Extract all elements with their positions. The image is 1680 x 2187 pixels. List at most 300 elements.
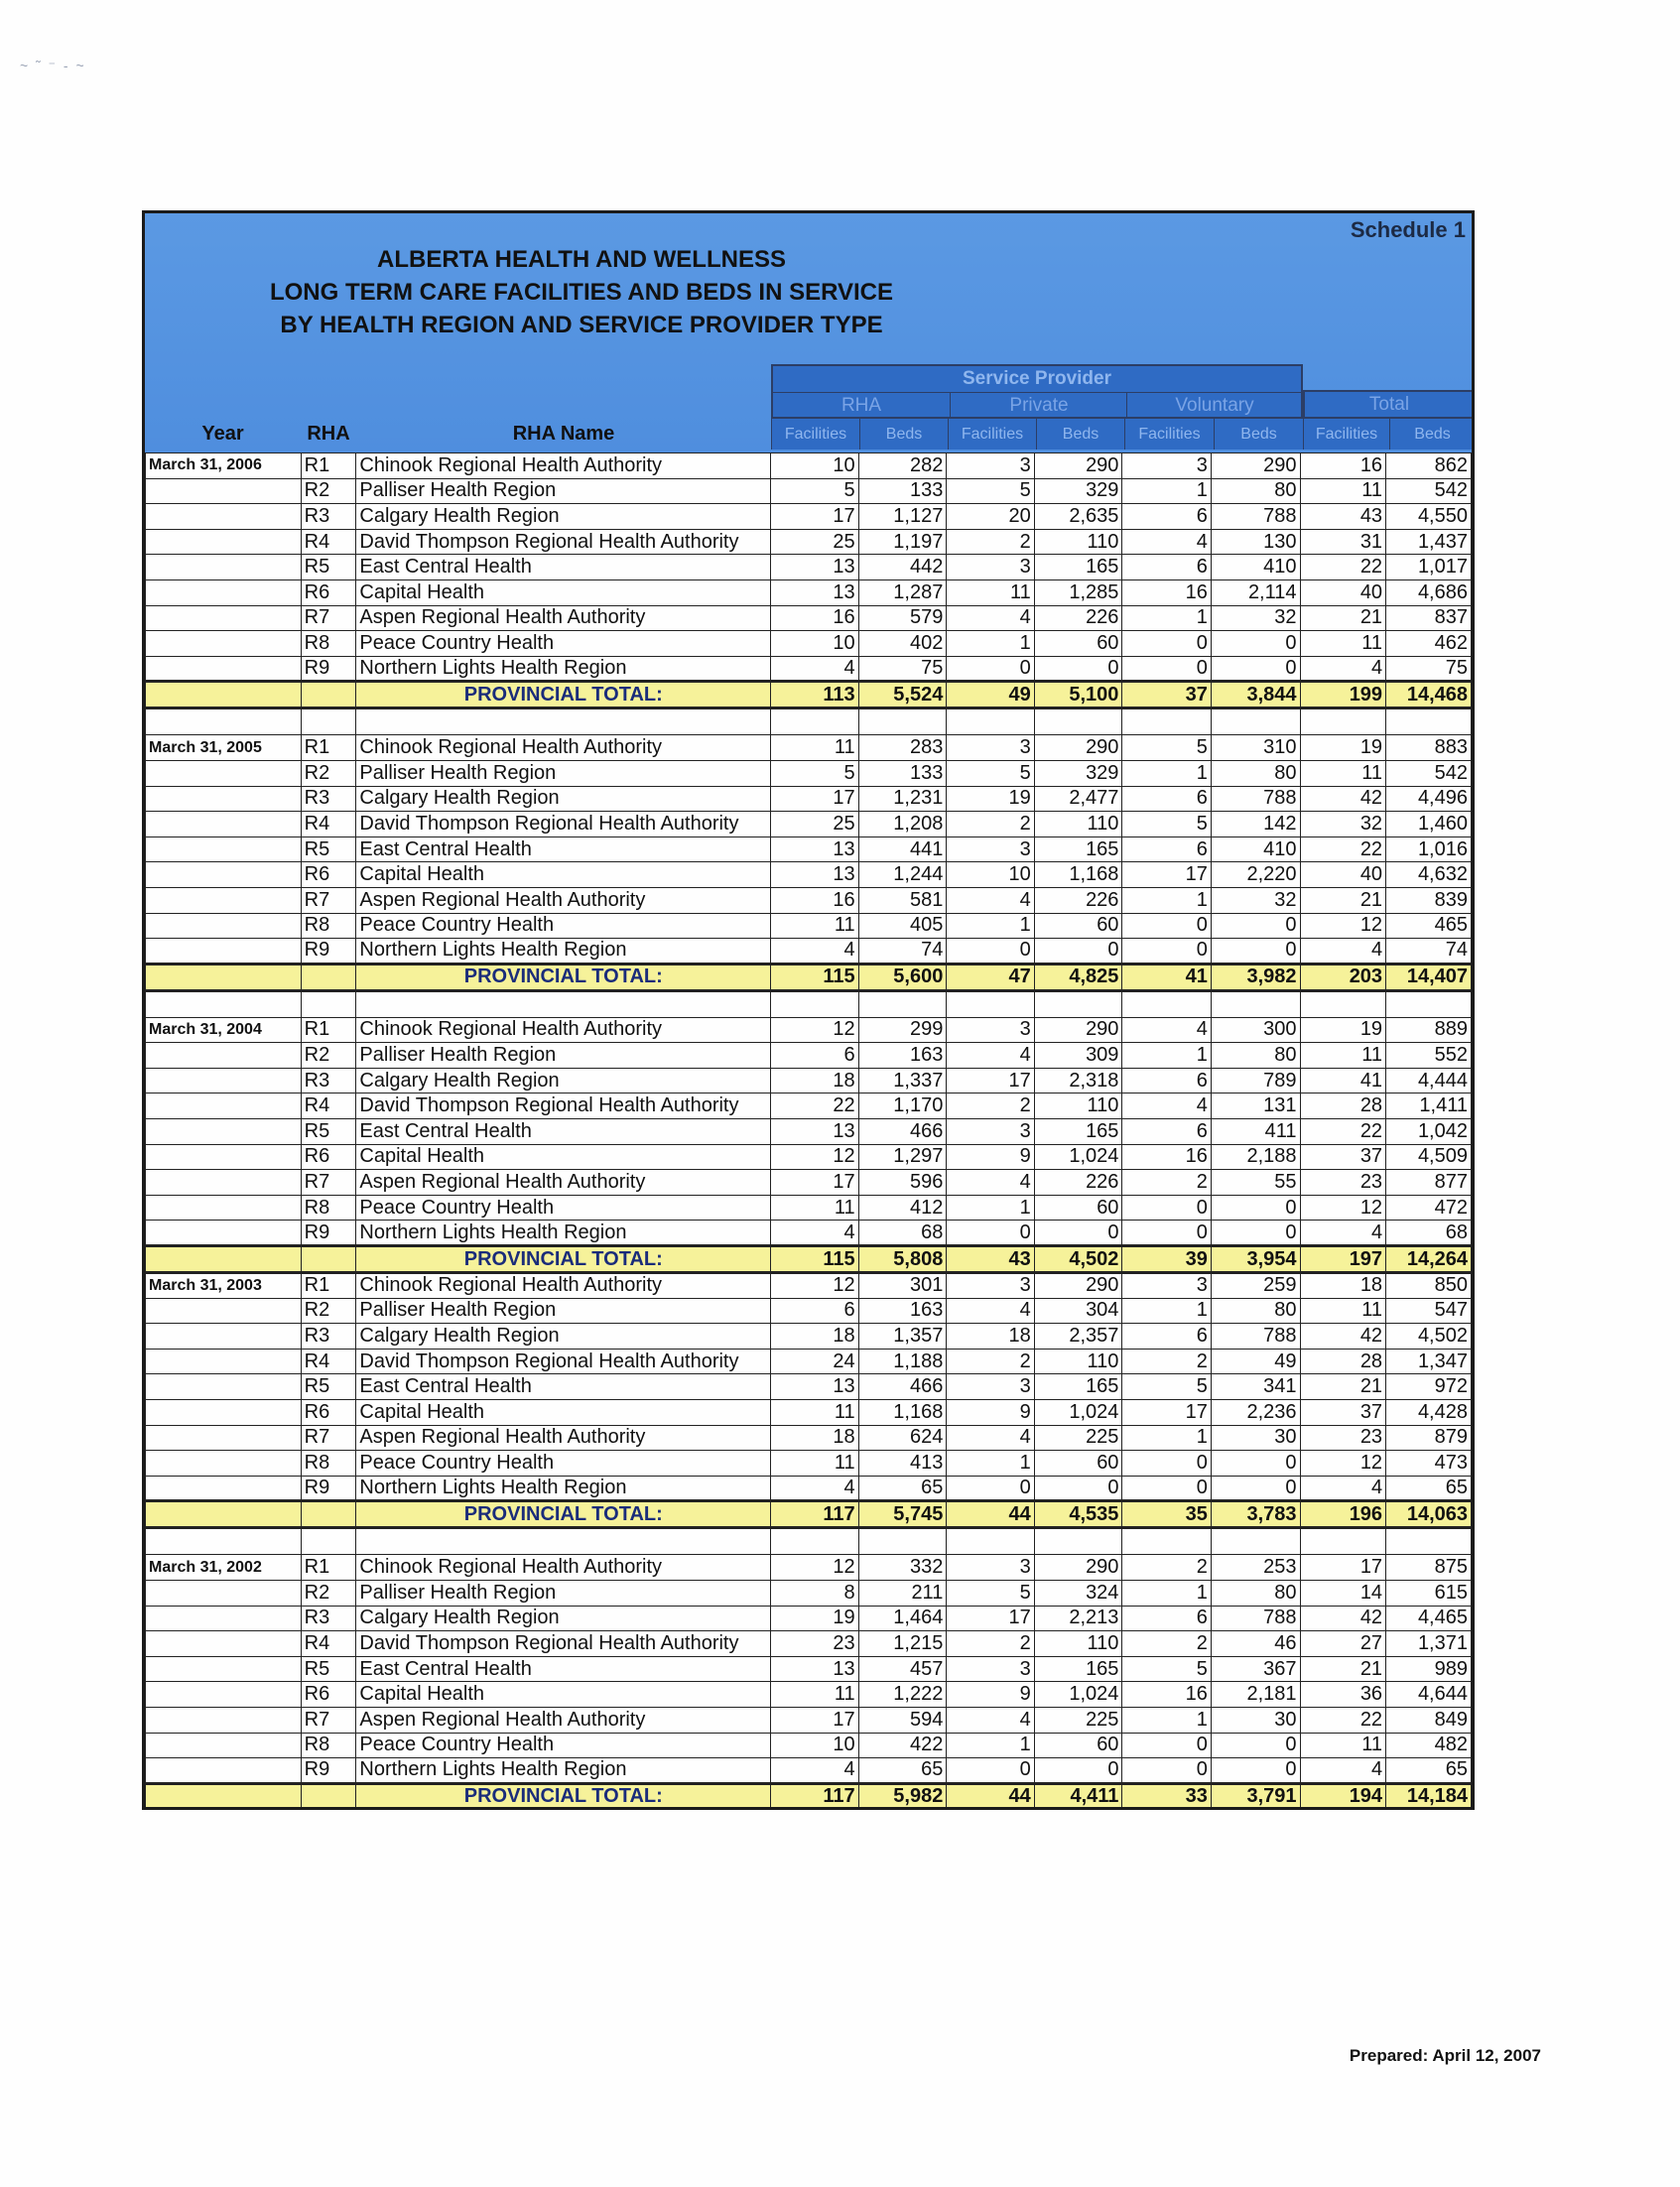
rha-code-cell: R2 — [301, 1298, 356, 1324]
rha-code-cell: R9 — [301, 1221, 356, 1246]
rha-name-cell: Capital Health — [356, 1682, 771, 1708]
value-cell: 442 — [858, 555, 947, 580]
value-cell: 42 — [1300, 1606, 1386, 1631]
value-cell: 225 — [1034, 1425, 1122, 1451]
year-cell — [146, 1170, 302, 1196]
value-cell: 13 — [771, 579, 859, 605]
total-value-cell: 35 — [1122, 1501, 1211, 1528]
table-row — [146, 1221, 1472, 1246]
value-cell: 60 — [1034, 1195, 1122, 1221]
value-cell: 1 — [1122, 887, 1211, 913]
value-cell: 3 — [1122, 453, 1211, 479]
year-cell — [146, 939, 302, 965]
value-cell: 55 — [1211, 1170, 1300, 1196]
table-row — [146, 1298, 1472, 1324]
value-cell: 1,287 — [858, 579, 947, 605]
provincial-total-label: PROVINCIAL TOTAL: — [356, 1501, 771, 1528]
value-cell: 6 — [771, 1298, 859, 1324]
value-cell: 309 — [1034, 1043, 1122, 1069]
rha-name-cell: Northern Lights Health Region — [356, 1221, 771, 1246]
total-value-cell: 199 — [1300, 682, 1386, 708]
value-cell: 1,244 — [858, 862, 947, 888]
service-provider-header — [771, 364, 1303, 419]
empty-cell — [1386, 708, 1472, 735]
value-cell: 301 — [858, 1273, 947, 1299]
value-cell: 4 — [1122, 1017, 1211, 1043]
value-cell: 889 — [1386, 1017, 1472, 1043]
empty-cell — [301, 990, 356, 1017]
value-cell: 0 — [947, 1221, 1034, 1246]
table-row — [146, 1017, 1472, 1043]
total-value-cell: 37 — [1122, 682, 1211, 708]
table-row — [146, 631, 1472, 657]
rha-code-cell: R3 — [301, 1068, 356, 1094]
total-year-cell — [146, 682, 302, 708]
rha-name-cell: Chinook Regional Health Authority — [356, 1017, 771, 1043]
schedule-label: Schedule 1 — [1350, 217, 1466, 242]
table-row — [146, 1068, 1472, 1094]
rha-name-cell: Calgary Health Region — [356, 1324, 771, 1350]
value-cell: 9 — [947, 1682, 1034, 1708]
value-cell: 27 — [1300, 1631, 1386, 1657]
rha-code-cell: R7 — [301, 1170, 356, 1196]
value-cell: 283 — [858, 735, 947, 761]
table-row — [146, 1733, 1472, 1758]
empty-cell — [1034, 708, 1122, 735]
table-row — [146, 529, 1472, 555]
empty-cell — [1386, 990, 1472, 1017]
table-row — [146, 786, 1472, 812]
value-cell: 46 — [1211, 1631, 1300, 1657]
value-cell: 6 — [1122, 555, 1211, 580]
value-cell: 1,170 — [858, 1094, 947, 1119]
value-cell: 482 — [1386, 1733, 1472, 1758]
value-cell: 68 — [858, 1221, 947, 1246]
table-row — [146, 1349, 1472, 1374]
value-cell: 466 — [858, 1374, 947, 1400]
total-value-cell: 5,982 — [858, 1783, 947, 1810]
value-cell: 332 — [858, 1555, 947, 1581]
value-cell: 25 — [771, 529, 859, 555]
value-cell: 0 — [1211, 1733, 1300, 1758]
table-row — [146, 453, 1472, 479]
year-cell — [146, 555, 302, 580]
col-rha-header: RHA — [307, 423, 350, 445]
total-value-cell: 14,468 — [1386, 682, 1472, 708]
value-cell: 17 — [947, 1606, 1034, 1631]
rha-code-cell: R5 — [301, 1656, 356, 1682]
rha-name-cell: Aspen Regional Health Authority — [356, 605, 771, 631]
value-cell: 329 — [1034, 760, 1122, 786]
value-cell: 0 — [947, 1758, 1034, 1784]
table-row — [146, 504, 1472, 530]
value-cell: 12 — [1300, 913, 1386, 939]
value-cell: 11 — [771, 1195, 859, 1221]
total-value-cell: 14,264 — [1386, 1246, 1472, 1273]
value-cell: 402 — [858, 631, 947, 657]
table-row — [146, 1324, 1472, 1350]
total-year-cell — [146, 964, 302, 990]
empty-cell — [146, 708, 302, 735]
value-cell: 30 — [1211, 1425, 1300, 1451]
value-cell: 16 — [771, 605, 859, 631]
year-cell — [146, 1656, 302, 1682]
year-cell — [146, 1451, 302, 1477]
provincial-total-row — [146, 1246, 1472, 1273]
value-cell: 32 — [1211, 887, 1300, 913]
rha-name-cell: Peace Country Health — [356, 1733, 771, 1758]
value-cell: 3 — [947, 1555, 1034, 1581]
value-cell: 788 — [1211, 504, 1300, 530]
value-cell: 1,024 — [1034, 1682, 1122, 1708]
value-cell: 36 — [1300, 1682, 1386, 1708]
rha-code-cell: R8 — [301, 1195, 356, 1221]
value-cell: 849 — [1386, 1707, 1472, 1733]
value-cell: 4,644 — [1386, 1682, 1472, 1708]
value-cell: 1 — [947, 1451, 1034, 1477]
value-cell: 875 — [1386, 1555, 1472, 1581]
value-cell: 12 — [1300, 1195, 1386, 1221]
empty-cell — [1122, 1528, 1211, 1555]
year-cell — [146, 913, 302, 939]
value-cell: 11 — [771, 913, 859, 939]
rha-name-cell: Aspen Regional Health Authority — [356, 887, 771, 913]
value-cell: 789 — [1211, 1068, 1300, 1094]
rha-code-cell: R1 — [301, 453, 356, 479]
year-cell — [146, 1298, 302, 1324]
value-cell: 19 — [1300, 735, 1386, 761]
value-cell: 4,686 — [1386, 579, 1472, 605]
rha-name-cell: Palliser Health Region — [356, 1580, 771, 1606]
value-cell: 17 — [771, 504, 859, 530]
provincial-total-row — [146, 682, 1472, 708]
scan-artifact: ~ ˜ ⁻ ‐ ~ — [20, 58, 86, 73]
value-cell: 3 — [947, 836, 1034, 862]
value-cell: 30 — [1211, 1707, 1300, 1733]
year-cell: March 31, 2004 — [146, 1017, 302, 1043]
value-cell: 1 — [1122, 1425, 1211, 1451]
empty-cell — [1211, 708, 1300, 735]
value-cell: 4 — [947, 1425, 1034, 1451]
empty-cell — [1300, 990, 1386, 1017]
col-total-facilities: Facilities — [1303, 419, 1389, 450]
value-cell: 16 — [771, 887, 859, 913]
value-cell: 4 — [947, 605, 1034, 631]
total-value-cell: 3,844 — [1211, 682, 1300, 708]
year-cell — [146, 1758, 302, 1784]
value-cell: 0 — [1211, 1195, 1300, 1221]
value-cell: 1,347 — [1386, 1349, 1472, 1374]
empty-cell — [356, 1528, 771, 1555]
value-cell: 74 — [1386, 939, 1472, 965]
value-cell: 1 — [947, 1195, 1034, 1221]
rha-name-cell: Capital Health — [356, 1144, 771, 1170]
year-cell — [146, 1324, 302, 1350]
rha-code-cell: R5 — [301, 1374, 356, 1400]
value-cell: 542 — [1386, 478, 1472, 504]
year-cell — [146, 1606, 302, 1631]
value-cell: 25 — [771, 812, 859, 837]
empty-cell — [301, 1528, 356, 1555]
value-cell: 1,222 — [858, 1682, 947, 1708]
value-cell: 18 — [771, 1324, 859, 1350]
rha-name-cell: David Thompson Regional Health Authority — [356, 529, 771, 555]
total-value-cell: 197 — [1300, 1246, 1386, 1273]
value-cell: 3 — [947, 735, 1034, 761]
value-cell: 410 — [1211, 836, 1300, 862]
value-cell: 133 — [858, 478, 947, 504]
rha-code-cell: R5 — [301, 1119, 356, 1145]
year-cell — [146, 529, 302, 555]
value-cell: 163 — [858, 1298, 947, 1324]
value-cell: 1,024 — [1034, 1400, 1122, 1426]
col-year-header: Year — [201, 423, 244, 445]
total-value-cell: 5,600 — [858, 964, 947, 990]
value-cell: 80 — [1211, 1043, 1300, 1069]
value-cell: 2,477 — [1034, 786, 1122, 812]
value-cell: 290 — [1034, 1273, 1122, 1299]
value-cell: 65 — [1386, 1758, 1472, 1784]
value-cell: 0 — [1034, 1476, 1122, 1501]
value-cell: 165 — [1034, 555, 1122, 580]
rha-code-cell: R4 — [301, 1631, 356, 1657]
value-cell: 9 — [947, 1400, 1034, 1426]
value-cell: 17 — [947, 1068, 1034, 1094]
total-value-cell: 44 — [947, 1501, 1034, 1528]
rha-code-cell: R6 — [301, 1400, 356, 1426]
rha-code-cell: R6 — [301, 862, 356, 888]
value-cell: 839 — [1386, 887, 1472, 913]
value-cell: 2,357 — [1034, 1324, 1122, 1350]
total-value-cell: 5,745 — [858, 1501, 947, 1528]
table-row — [146, 1400, 1472, 1426]
rha-name-cell: David Thompson Regional Health Authority — [356, 812, 771, 837]
rha-name-cell: David Thompson Regional Health Authority — [356, 1349, 771, 1374]
value-cell: 23 — [1300, 1170, 1386, 1196]
table-row — [146, 1656, 1472, 1682]
rha-code-cell: R6 — [301, 1144, 356, 1170]
value-cell: 4,496 — [1386, 786, 1472, 812]
value-cell: 290 — [1034, 1017, 1122, 1043]
value-cell: 22 — [1300, 1707, 1386, 1733]
value-cell: 367 — [1211, 1656, 1300, 1682]
total-value-cell: 39 — [1122, 1246, 1211, 1273]
empty-cell — [146, 1528, 302, 1555]
value-cell: 0 — [947, 656, 1034, 682]
table-row — [146, 1094, 1472, 1119]
value-cell: 596 — [858, 1170, 947, 1196]
value-cell: 1,042 — [1386, 1119, 1472, 1145]
table-row — [146, 605, 1472, 631]
value-cell: 411 — [1211, 1119, 1300, 1145]
col-rha-name-header: RHA Name — [512, 423, 615, 445]
value-cell: 75 — [1386, 656, 1472, 682]
provincial-total-label: PROVINCIAL TOTAL: — [356, 1783, 771, 1810]
value-cell: 80 — [1211, 478, 1300, 504]
value-cell: 0 — [1034, 656, 1122, 682]
value-cell: 2,188 — [1211, 1144, 1300, 1170]
value-cell: 1,437 — [1386, 529, 1472, 555]
value-cell: 282 — [858, 453, 947, 479]
total-value-cell: 49 — [947, 682, 1034, 708]
col-voluntary-facilities: Facilities — [1124, 419, 1214, 450]
year-cell: March 31, 2006 — [146, 453, 302, 479]
total-year-cell — [146, 1246, 302, 1273]
total-value-cell: 115 — [771, 964, 859, 990]
value-cell: 1,371 — [1386, 1631, 1472, 1657]
value-cell: 2,635 — [1034, 504, 1122, 530]
value-cell: 0 — [947, 1476, 1034, 1501]
rha-code-cell: R6 — [301, 579, 356, 605]
year-cell — [146, 605, 302, 631]
value-cell: 2 — [1122, 1555, 1211, 1581]
empty-cell — [858, 1528, 947, 1555]
value-cell: 13 — [771, 862, 859, 888]
value-cell: 14 — [1300, 1580, 1386, 1606]
provincial-total-label: PROVINCIAL TOTAL: — [356, 964, 771, 990]
value-cell: 37 — [1300, 1144, 1386, 1170]
value-cell: 2 — [947, 1631, 1034, 1657]
rha-name-cell: Calgary Health Region — [356, 786, 771, 812]
value-cell: 12 — [771, 1017, 859, 1043]
table-row — [146, 1374, 1472, 1400]
year-cell — [146, 812, 302, 837]
value-cell: 17 — [771, 1707, 859, 1733]
value-cell: 20 — [947, 504, 1034, 530]
value-cell: 17 — [1122, 862, 1211, 888]
rha-code-cell: R9 — [301, 656, 356, 682]
value-cell: 5 — [1122, 735, 1211, 761]
value-cell: 5 — [947, 478, 1034, 504]
value-cell: 466 — [858, 1119, 947, 1145]
value-cell: 8 — [771, 1580, 859, 1606]
value-cell: 4 — [1300, 1758, 1386, 1784]
value-cell: 1 — [1122, 1580, 1211, 1606]
value-cell: 4,444 — [1386, 1068, 1472, 1094]
spacer-row — [146, 1528, 1472, 1555]
value-cell: 21 — [1300, 605, 1386, 631]
value-cell: 110 — [1034, 812, 1122, 837]
total-value-cell: 113 — [771, 682, 859, 708]
value-cell: 1 — [947, 631, 1034, 657]
rha-code-cell: R8 — [301, 1451, 356, 1477]
value-cell: 2 — [1122, 1631, 1211, 1657]
value-cell: 3 — [947, 1119, 1034, 1145]
value-cell: 226 — [1034, 887, 1122, 913]
total-value-cell: 3,783 — [1211, 1501, 1300, 1528]
value-cell: 4 — [771, 1476, 859, 1501]
value-cell: 1 — [947, 1733, 1034, 1758]
rha-code-cell: R3 — [301, 504, 356, 530]
value-cell: 457 — [858, 1656, 947, 1682]
value-cell: 31 — [1300, 529, 1386, 555]
table-row — [146, 1707, 1472, 1733]
table-row — [146, 1144, 1472, 1170]
total-value-cell: 33 — [1122, 1783, 1211, 1810]
value-cell: 32 — [1211, 605, 1300, 631]
rha-code-cell: R8 — [301, 1733, 356, 1758]
value-cell: 4,502 — [1386, 1324, 1472, 1350]
provincial-total-label: PROVINCIAL TOTAL: — [356, 1246, 771, 1273]
table-row — [146, 555, 1472, 580]
value-cell: 1 — [1122, 478, 1211, 504]
rha-name-cell: David Thompson Regional Health Authority — [356, 1094, 771, 1119]
value-cell: 60 — [1034, 1451, 1122, 1477]
rha-name-cell: Northern Lights Health Region — [356, 656, 771, 682]
rha-name-cell: East Central Health — [356, 1374, 771, 1400]
value-cell: 1,168 — [858, 1400, 947, 1426]
value-cell: 1,464 — [858, 1606, 947, 1631]
value-cell: 18 — [947, 1324, 1034, 1350]
col-total-beds: Beds — [1389, 419, 1475, 450]
value-cell: 17 — [771, 786, 859, 812]
year-cell — [146, 579, 302, 605]
table-row — [146, 1758, 1472, 1784]
empty-cell — [1211, 990, 1300, 1017]
rha-code-cell: R4 — [301, 529, 356, 555]
empty-cell — [858, 708, 947, 735]
value-cell: 2,236 — [1211, 1400, 1300, 1426]
year-cell — [146, 862, 302, 888]
value-cell: 21 — [1300, 1656, 1386, 1682]
value-cell: 11 — [1300, 1733, 1386, 1758]
title-line-1: ALBERTA HEALTH AND WELLNESS — [377, 246, 786, 273]
value-cell: 4 — [947, 1043, 1034, 1069]
total-value-cell: 41 — [1122, 964, 1211, 990]
value-cell: 1,460 — [1386, 812, 1472, 837]
year-cell — [146, 1043, 302, 1069]
rha-name-cell: Peace Country Health — [356, 1451, 771, 1477]
total-value-cell: 3,791 — [1211, 1783, 1300, 1810]
value-cell: 11 — [771, 735, 859, 761]
rha-code-cell: R2 — [301, 478, 356, 504]
value-cell: 0 — [1122, 1733, 1211, 1758]
rha-name-cell: David Thompson Regional Health Authority — [356, 1631, 771, 1657]
year-cell — [146, 1195, 302, 1221]
value-cell: 581 — [858, 887, 947, 913]
col-private-facilities: Facilities — [948, 419, 1036, 450]
year-cell — [146, 478, 302, 504]
value-cell: 0 — [1211, 1221, 1300, 1246]
provincial-total-row — [146, 1783, 1472, 1810]
value-cell: 6 — [1122, 1606, 1211, 1631]
value-cell: 552 — [1386, 1043, 1472, 1069]
rha-code-cell: R9 — [301, 1758, 356, 1784]
value-cell: 12 — [1300, 1451, 1386, 1477]
value-cell: 290 — [1034, 1555, 1122, 1581]
empty-cell — [1300, 1528, 1386, 1555]
rha-code-cell: R9 — [301, 939, 356, 965]
total-value-cell: 117 — [771, 1501, 859, 1528]
rha-name-cell: Chinook Regional Health Authority — [356, 453, 771, 479]
total-value-cell: 4,411 — [1034, 1783, 1122, 1810]
value-cell: 441 — [858, 836, 947, 862]
total-value-cell: 47 — [947, 964, 1034, 990]
value-cell: 11 — [771, 1400, 859, 1426]
value-cell: 788 — [1211, 1324, 1300, 1350]
value-cell: 24 — [771, 1349, 859, 1374]
value-cell: 22 — [1300, 1119, 1386, 1145]
table-row — [146, 1119, 1472, 1145]
rha-name-cell: Aspen Regional Health Authority — [356, 1707, 771, 1733]
value-cell: 412 — [858, 1195, 947, 1221]
value-cell: 18 — [771, 1068, 859, 1094]
empty-cell — [1122, 990, 1211, 1017]
value-cell: 972 — [1386, 1374, 1472, 1400]
value-cell: 10 — [771, 1733, 859, 1758]
value-cell: 60 — [1034, 1733, 1122, 1758]
value-cell: 17 — [1122, 1400, 1211, 1426]
